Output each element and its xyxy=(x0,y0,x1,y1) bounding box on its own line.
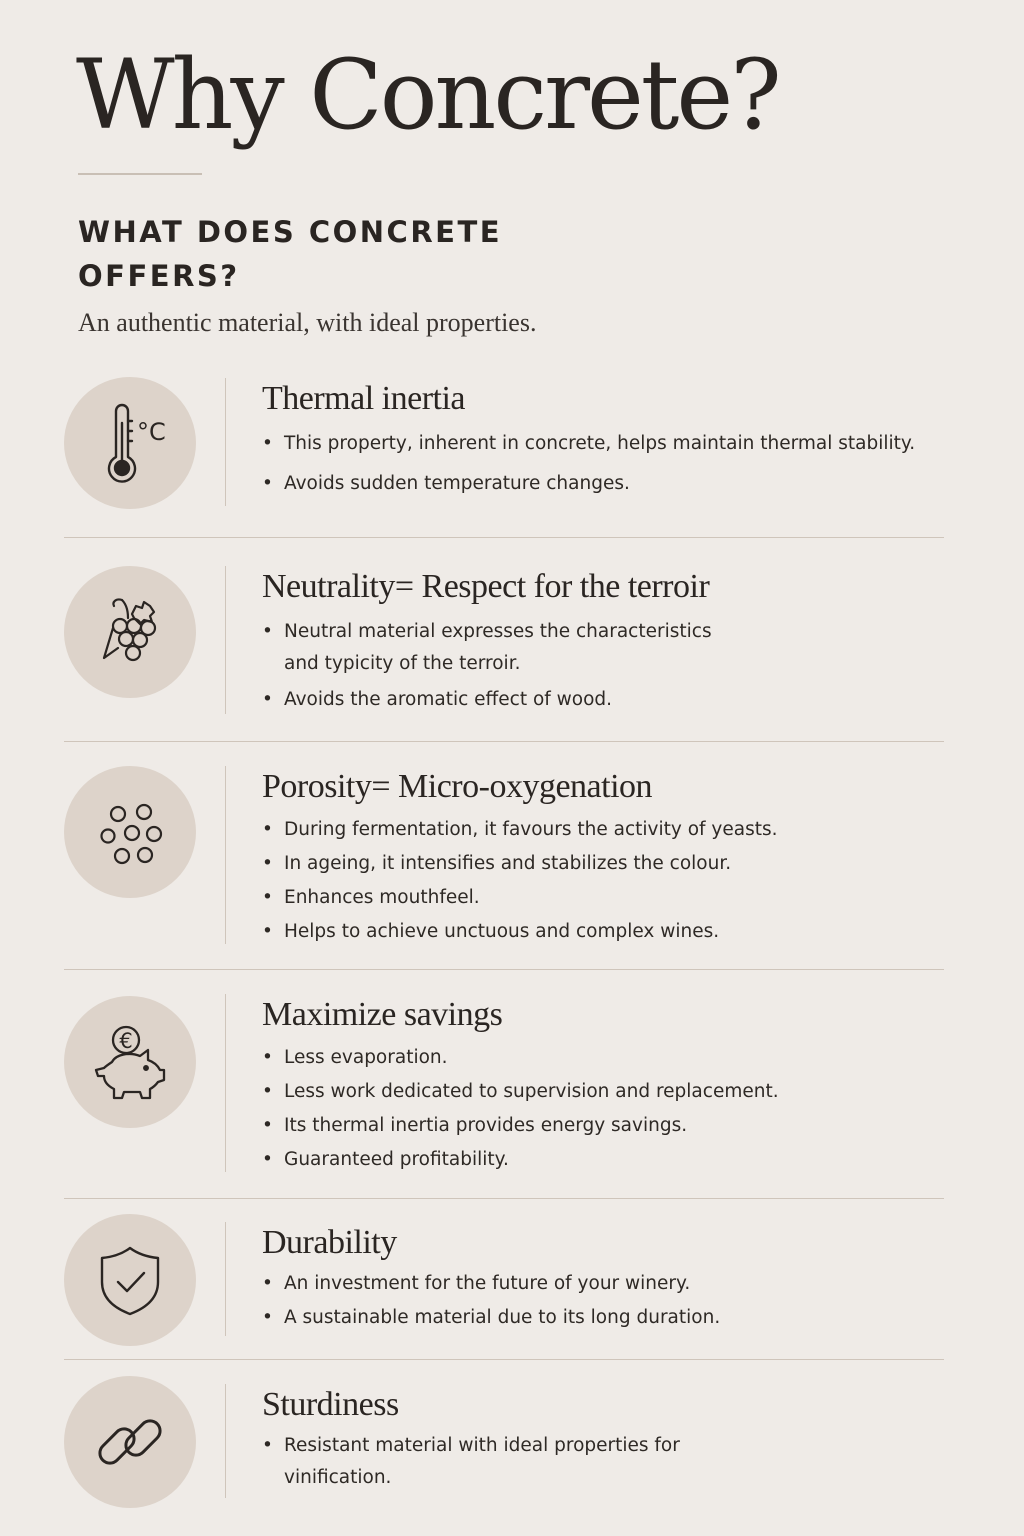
feature-sturdiness xyxy=(64,1384,944,1500)
feature-bullet: • A sustainable material due to its long duration. xyxy=(262,1302,942,1334)
feature-bullet: • Enhances mouthfeel. xyxy=(262,882,942,914)
feature-title: Porosity= Micro-oxygenation xyxy=(262,768,653,805)
feature-title: Durability xyxy=(262,1224,397,1261)
feature-vline xyxy=(225,1384,226,1498)
feature-title: Maximize savings xyxy=(262,996,503,1033)
feature-bullets xyxy=(262,1042,942,1176)
feature-bullet: • Less work dedicated to supervision and replacement. xyxy=(262,1076,942,1108)
feature-body xyxy=(262,566,942,716)
feature-bullet: • During fermentation, it favours the activity of yeasts. xyxy=(262,814,942,846)
feature-title: Thermal inertia xyxy=(262,380,466,417)
feature-bullet: • Its thermal inertia provides energy savings. xyxy=(262,1110,942,1142)
title-rule xyxy=(78,173,202,175)
feature-bullets xyxy=(262,1430,682,1494)
feature-divider xyxy=(64,1198,944,1199)
chain-link-icon xyxy=(82,1394,178,1490)
feature-divider xyxy=(64,1359,944,1360)
feature-bullet: • Helps to achieve unctuous and complex wines. xyxy=(262,916,942,948)
feature-bullets xyxy=(262,814,942,948)
feature-bullets xyxy=(262,1268,942,1334)
grapes-icon xyxy=(82,584,178,680)
section-subtitle: An authentic material, with ideal properties. xyxy=(78,308,537,337)
feature-body xyxy=(262,1384,942,1494)
pores-icon xyxy=(82,784,178,880)
page-title: Why Concrete? xyxy=(76,39,779,151)
feature-bullet: • Less evaporation. xyxy=(262,1042,942,1074)
feature-bullet: • Resistant material with ideal properties for vinification. xyxy=(262,1430,682,1494)
thermometer-icon-circle xyxy=(64,377,196,509)
feature-bullet: • Neutral material expresses the characteristics and typicity of the terroir. xyxy=(262,616,722,680)
feature-bullet: • This property, inherent in concrete, helps maintain thermal stability. xyxy=(262,428,942,460)
feature-vline xyxy=(225,766,226,944)
feature-divider xyxy=(64,537,944,538)
thermometer-icon xyxy=(82,395,178,491)
feature-bullet: • Avoids sudden temperature changes. xyxy=(262,468,942,500)
feature-title: Neutrality= Respect for the terroir xyxy=(262,568,710,605)
feature-divider xyxy=(64,969,944,970)
feature-neutrality xyxy=(64,566,944,716)
shield-check-icon-circle xyxy=(64,1214,196,1346)
feature-bullet: • In ageing, it intensifies and stabilizes the colour. xyxy=(262,848,942,880)
feature-body xyxy=(262,1222,942,1334)
feature-vline xyxy=(225,994,226,1172)
feature-body xyxy=(262,766,942,948)
feature-bullets xyxy=(262,616,722,716)
feature-maximize-savings xyxy=(64,994,944,1174)
feature-vline xyxy=(225,566,226,714)
pores-icon-circle xyxy=(64,766,196,898)
shield-check-icon xyxy=(82,1232,178,1328)
feature-bullet: • An investment for the future of your winery. xyxy=(262,1268,942,1300)
feature-vline xyxy=(225,378,226,506)
feature-bullets xyxy=(262,428,942,500)
thermometer-unit-label: °C xyxy=(137,418,166,446)
grapes-icon-circle xyxy=(64,566,196,698)
feature-bullet: • Guaranteed profitability. xyxy=(262,1144,942,1176)
feature-body xyxy=(262,994,942,1176)
feature-bullet: • Avoids the aromatic effect of wood. xyxy=(262,684,722,716)
feature-thermal-inertia xyxy=(64,378,944,508)
section-heading: WHAT DOES CONCRETE OFFERS? xyxy=(78,215,503,293)
chain-link-icon-circle xyxy=(64,1376,196,1508)
feature-durability xyxy=(64,1222,944,1338)
feature-vline xyxy=(225,1222,226,1336)
piggy-bank-icon xyxy=(82,1014,178,1110)
euro-symbol: € xyxy=(119,1029,133,1053)
feature-title: Sturdiness xyxy=(262,1386,399,1423)
feature-divider xyxy=(64,741,944,742)
feature-body xyxy=(262,378,942,500)
feature-porosity xyxy=(64,766,944,946)
piggy-bank-icon-circle xyxy=(64,996,196,1128)
